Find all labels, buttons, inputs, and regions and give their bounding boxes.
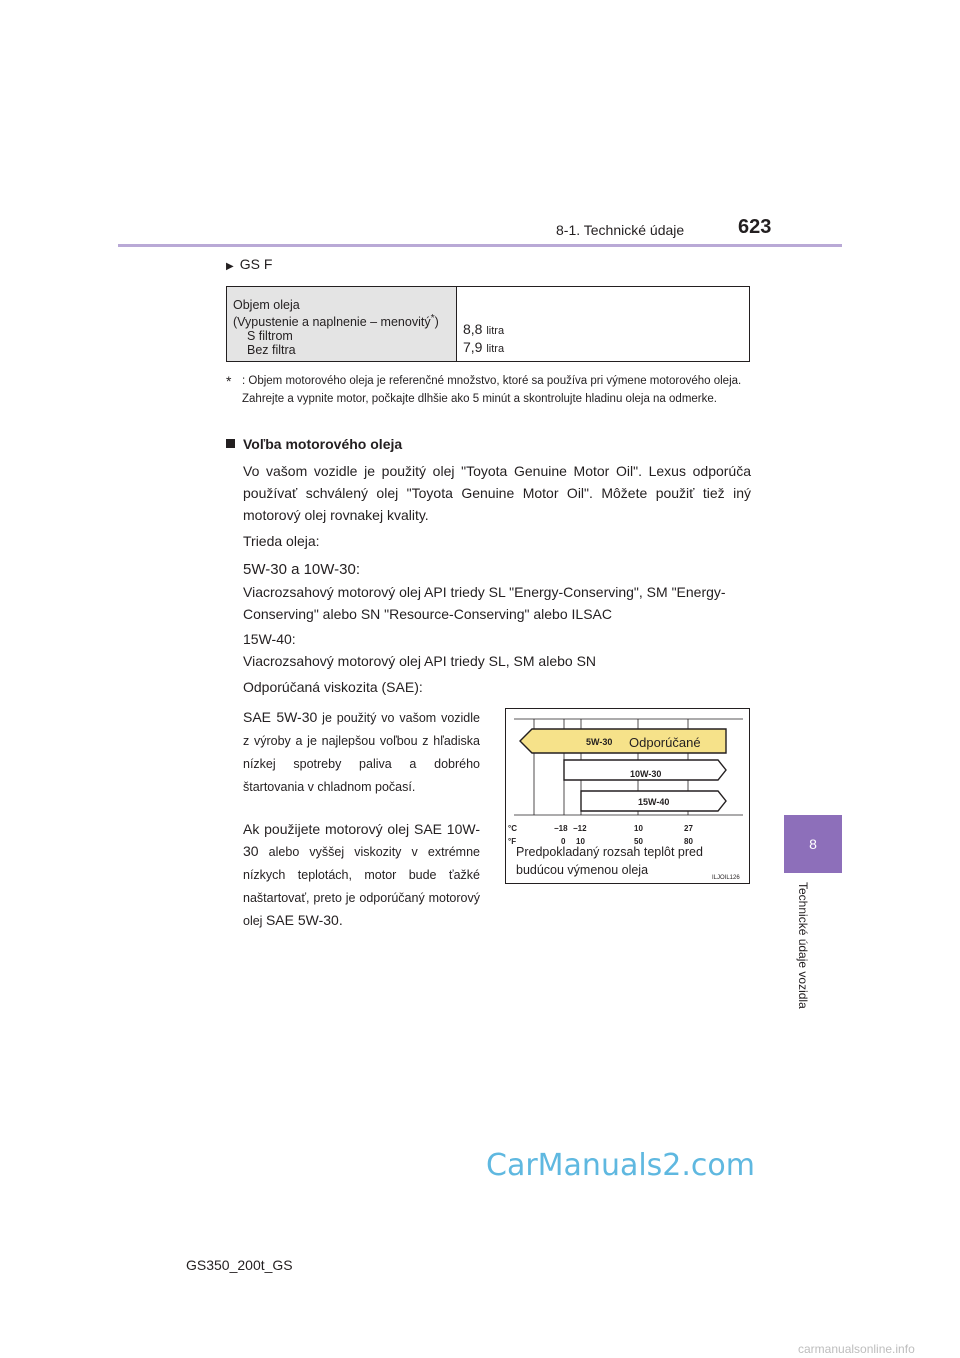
paragraph-grade-15w40: [243, 628, 751, 672]
bar-10w30-grade: 10W-30: [630, 769, 662, 779]
grade-15w40-head: 15W-40:: [243, 631, 296, 647]
chapter-label: Technické údaje vozidla: [796, 882, 810, 1009]
without-filter-label: Bez filtra: [247, 343, 296, 357]
oil-capacity-title: Objem oleja: [233, 297, 300, 312]
chart-caption-line2: budúcou výmenou oleja: [516, 863, 649, 877]
bar-15w40-grade: 15W-40: [638, 797, 670, 807]
tick-c: −12: [573, 824, 587, 833]
paragraph-sae-10w30: Ak použijete motorový olej SAE 10W-30 alebo vyššej viskozity v extrémne nízkych teplotách, motor bude ťažké naštartovať, preto je odporúčaný motorový olej SAE 5W-30.: [243, 821, 480, 928]
with-filter-label: S filtrom: [247, 329, 293, 343]
figure-code: ILJOIL126: [712, 875, 740, 881]
unit-f-label: °F: [508, 837, 517, 846]
tick-c: −18: [554, 824, 568, 833]
grade-5w30-body: Viacrozsahový motorový olej API triedy SL "Energy-Conserving", SM "Energy-Conserving" alebo SN "Resource-Conserving" alebo ILSAC: [243, 584, 726, 622]
temperature-axis: [508, 824, 693, 846]
oil-capacity-subtitle: (Vypustenie a naplnenie – menovitý: [233, 315, 431, 329]
tick-f: 80: [684, 837, 693, 846]
square-bullet-icon: [226, 439, 235, 448]
paragraph-sae-5w30: [243, 706, 480, 798]
tick-f: 10: [576, 837, 585, 846]
section-title: Voľba motorového oleja: [243, 436, 403, 452]
page-number: 623: [738, 216, 772, 238]
bar-5w30-note: Odporúčané: [629, 735, 701, 750]
footnote-text: : Objem motorového oleja je referenčné množstvo, ktoré sa používa pri výmene motorového oleja. Zahrejte a vypnite motor, počkajte dlhšie ako 5 minút a skontrolujte hladinu oleja na odmerke.: [242, 375, 742, 405]
variant-label: GS F: [239, 256, 273, 272]
oil-capacity-value-cell: [457, 287, 750, 362]
footnote-star: *: [226, 373, 232, 389]
section-heading: [226, 436, 402, 452]
without-filter-value: 7,9: [463, 339, 483, 355]
footnote-marker: *: [430, 312, 435, 324]
footer-model: GS350_200t_GS: [186, 1257, 293, 1273]
oil-capacity-label-cell: Objem oleja (Vypustenie a naplnenie – menovitý*) S filtrom Bez filtra: [227, 287, 457, 362]
bar-5w30-grade: 5W-30: [586, 737, 613, 747]
watermark-secondary[interactable]: carmanualsonline.info: [798, 1342, 915, 1356]
header-rule: [118, 244, 842, 247]
oil-capacity-table: [226, 286, 750, 362]
unit-label: litra: [486, 325, 505, 337]
sae-5w30-term: SAE 5W-30: [243, 709, 318, 725]
paragraph-oil-choice: Vo vašom vozidle je použitý olej "Toyota Genuine Motor Oil". Lexus odporúča používať schválený olej "Toyota Genuine Motor Oil". Môžete použiť tiež iný motorový olej rovnakej kvality.: [243, 463, 751, 523]
variant-heading: [226, 256, 272, 272]
tick-c: 10: [634, 824, 643, 833]
with-filter-value: 8,8: [463, 321, 483, 337]
grade-15w40-body: Viacrozsahový motorový olej API triedy SL, SM alebo SN: [243, 653, 597, 669]
chapter-number: 8: [809, 836, 817, 852]
paragraph-oil-grade: Trieda oleja:: [243, 533, 320, 549]
triangle-bullet-icon: ▶: [226, 261, 234, 272]
tick-f: 50: [634, 837, 643, 846]
chart-caption-line1: Predpokladaný rozsah teplôt pred: [516, 845, 703, 859]
bar-10w30: [564, 760, 726, 780]
viscosity-chart-svg: [506, 709, 751, 885]
viscosity-chart: [505, 708, 750, 884]
running-header-section: 8-1. Technické údaje: [556, 222, 685, 238]
footnote: [226, 372, 750, 408]
sae-5w30-text: je použitý vo vašom vozidle z výroby a je najlepšou voľbou z hľadiska nízkej spotreby paliva a dobrého štartovania v chladnom počasí.: [243, 711, 480, 794]
paragraph-viscosity: Odporúčaná viskozita (SAE):: [243, 679, 423, 695]
unit-label: litra: [486, 343, 505, 355]
tick-c: 27: [684, 824, 693, 833]
unit-c-label: °C: [508, 824, 517, 833]
paragraph-grade-5w30: [243, 558, 751, 625]
tick-f: 0: [561, 837, 566, 846]
chapter-tab[interactable]: [784, 815, 842, 873]
grade-5w30-head: 5W-30 a 10W-30:: [243, 561, 361, 578]
bar-5w30: [520, 729, 726, 753]
bar-15w40: [581, 791, 726, 811]
watermark[interactable]: CarManuals2.com: [486, 1148, 756, 1183]
